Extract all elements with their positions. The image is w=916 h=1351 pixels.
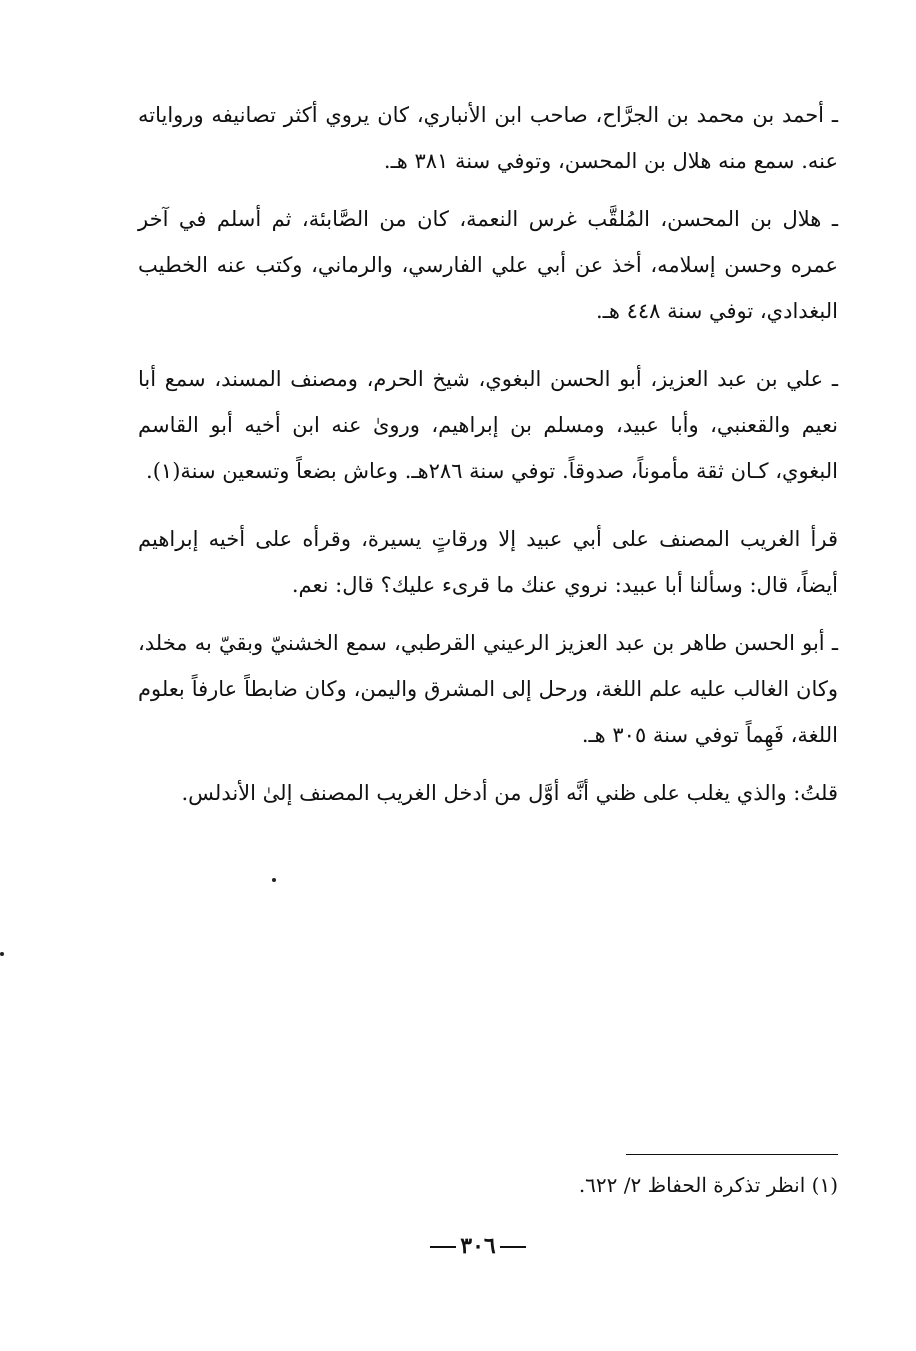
page-number-value: ٣٠٦: [460, 1233, 496, 1259]
footnote: (١) انظر تذكرة الحفاظ ٢/ ٦٢٢.: [578, 1173, 838, 1197]
main-text-block: [138, 92, 838, 828]
paragraph-tahir-al-qurtubi: ـ أبو الحسن طاهر بن عبد العزيز الرعيني القرطبي، سمع الخشنيّ وبقيّ به مخلد، وكان الغالب عليه علم اللغة، ورحل إلى المشرق واليمن، وكان ضابطاً عارفاً بعلوم اللغة، فَهِماً توفي سنة ٣٠٥ هـ.: [138, 631, 838, 747]
page-number-dash: [430, 1246, 456, 1248]
footnote-divider: [626, 1154, 838, 1155]
print-speck: [0, 952, 4, 956]
paragraph-hilal-ibn-al-muhsin: ـ هلال بن المحسن، المُلقَّب غرس النعمة، كان من الصَّابئة، ثم أسلم في آخر عمره وحسن إسلامه، أخذ عن أبي علي الفارسي، والرماني، وكتب عنه الخطيب البغدادي، توفي سنة ٤٤٨ هـ.: [138, 207, 838, 323]
paragraph-ibn-al-jarrah: ـ أحمد بن محمد بن الجرَّاح، صاحب ابن الأنباري، كان يروي أكثر تصانيفه ورواياته عنه. سمع منه هلال بن المحسن، وتوفي سنة ٣٨١ هـ.: [138, 103, 838, 173]
page-number-dash: [500, 1246, 526, 1248]
paragraph-gharib-reading: قرأ الغريب المصنف على أبي عبيد إلا ورقاتٍ يسيرة، وقرأه على أخيه إبراهيم أيضاً، قال: وسألنا أبا عبيد: نروي عنك ما قرىء عليك؟ قال: نعم.: [138, 527, 838, 597]
paragraph-ali-al-baghawi: ـ علي بن عبد العزيز، أبو الحسن البغوي، شيخ الحرم، ومصنف المسند، سمع أبا نعيم والقعنبي، وأبا عبيد، ومسلم بن إبراهيم، وروىٰ عنه ابن أخيه أبو القاسم البغوي، كـان ثقة مأموناً، صدوقاً. توفي سنة ٢٨٦هـ. وعاش بضعاً وتسعين سنة(١).: [138, 367, 838, 483]
page-number: [388, 1226, 568, 1266]
print-speck: [272, 878, 276, 882]
paragraph-author-remark: قلتُ: والذي يغلب على ظني أنَّه أوَّل من أدخل الغريب المصنف إلىٰ الأندلس.: [181, 781, 838, 805]
